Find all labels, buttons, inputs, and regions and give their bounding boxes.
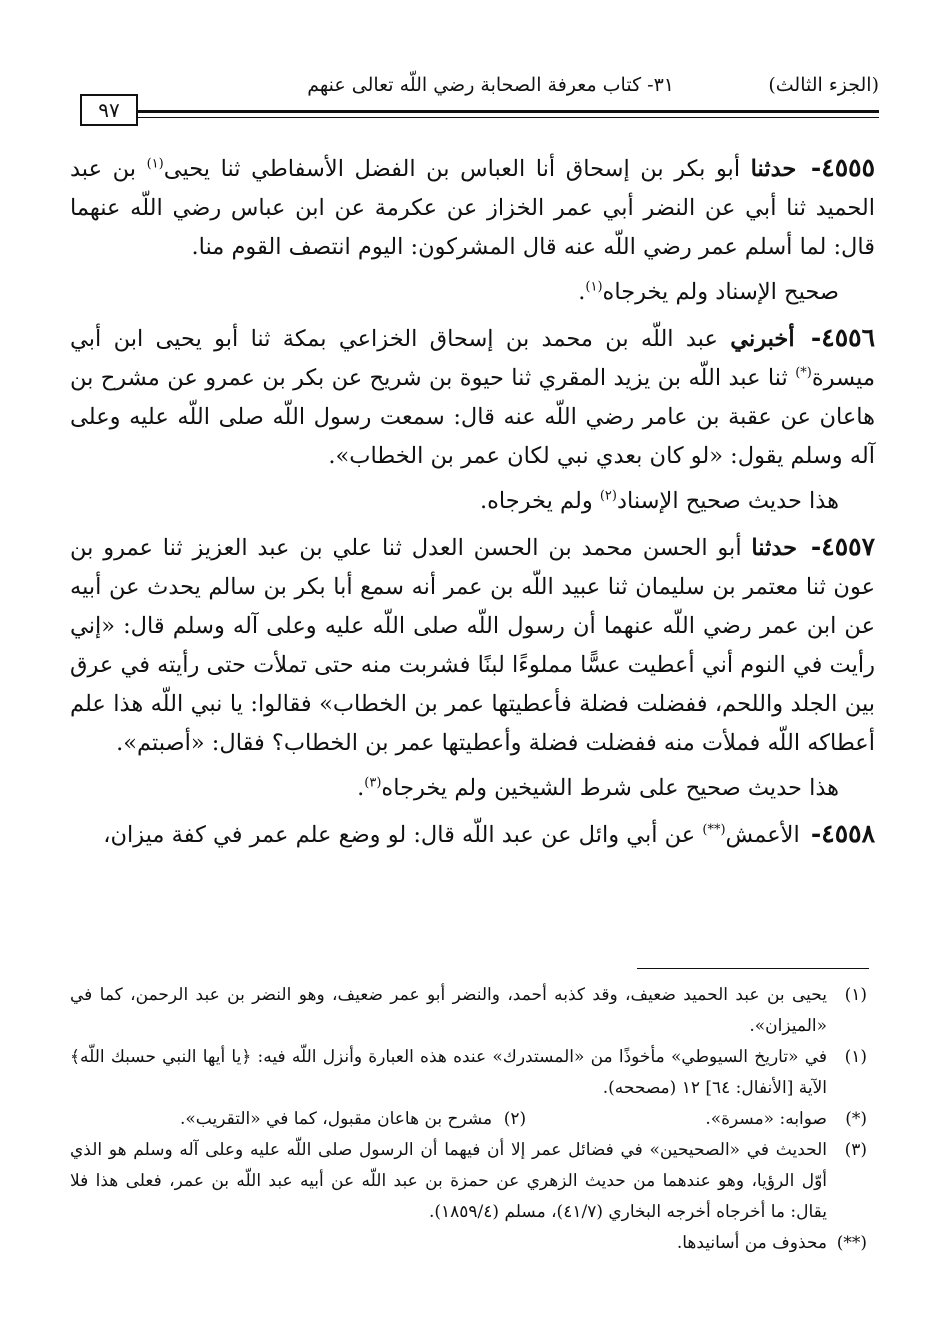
footnote-double-star <box>70 1228 867 1259</box>
chapter-title: ٣١- كتاب معرفة الصحابة رضي اللّه تعالى عنهم <box>307 74 674 96</box>
footnote-text: صوابه: «مسرة». <box>705 1109 827 1129</box>
hadith-text: أبو الحسن محمد بن الحسن العدل ثنا علي بن عبد العزيز ثنا عمرو بن عون ثنا معتمر بن سليمان ثنا عبيد اللّه بن عمر أنه سمع أبا بكر بن سالم يحدث عن أبيه عن ابن عمر رضي اللّه عنهما أن رسول اللّه صلى اللّه عليه وعلى آله وسلم قال: «إني رأيت في النوم أني أعطيت عسًّا مملوءًا لبنًا فشربت منه حتى تملأت حتى رأيته في عرق بين الجلد واللحم، ففضلت فضلة فأعطيتها عمر بن الخطاب» فقالوا: يا نبي اللّه هذا علم أعطاكه اللّه فملأت منه ففضلت فضلة وأعطيتها عمر بن الخطاب؟ فقال: «أصبتم». <box>70 535 875 756</box>
footnote-mark: (٣) <box>844 1140 867 1160</box>
footnote-mark: (٢) <box>503 1109 527 1129</box>
grading-end: . <box>357 775 365 801</box>
footnote-ref: (*) <box>795 365 812 381</box>
hadith-text: أبو بكر بن إسحاق أنا العباس بن الفضل الأسفاطي ثنا يحيى <box>163 156 751 182</box>
hadith-4558 <box>70 814 875 855</box>
hadith-number: ٤٥٥٥- <box>810 153 876 182</box>
header-rule-thick <box>136 110 879 113</box>
grading-text: هذا حديث صحيح الإسناد <box>616 488 839 514</box>
hadith-keyword: حدثنا <box>750 156 797 182</box>
grading-end: . <box>578 279 586 305</box>
hadith-number: ٤٥٥٨- <box>810 819 875 848</box>
hadith-4557 <box>70 527 875 763</box>
hadith-text: عبد اللّه بن محمد بن إسحاق الخزاعي بمكة ثنا أبو يحيى ابن أبي ميسرة <box>70 326 875 391</box>
footnote-mark: (**) <box>836 1233 867 1253</box>
running-header <box>72 70 879 130</box>
footnote-row-star-2 <box>70 1104 867 1135</box>
footnote-ref: (**) <box>702 822 726 838</box>
hadith-text-rest: ثنا عبد اللّه بن يزيد المقري ثنا حيوة بن شريح عن بكر بن عمرو عن مشرح بن هاعان عن عقبة بن عامر رضي اللّه عنه قال: سمعت رسول اللّه صلى اللّه عليه وعلى آله وسلم يقول: «لو كان بعدي نبي لكان عمر بن الخطاب». <box>70 365 875 469</box>
footnote-ref: (٣) <box>364 775 382 791</box>
footnote-3 <box>70 1135 867 1228</box>
hadith-text: الأعمش <box>725 822 807 848</box>
footnote-mark: (١) <box>844 985 867 1005</box>
grading-text: هذا حديث صحيح على شرط الشيخين ولم يخرجاه <box>381 775 839 801</box>
hadith-keyword: أخبرني <box>730 326 795 352</box>
hadith-4556 <box>70 318 875 476</box>
main-text <box>70 148 875 855</box>
footnote-ref: (١) <box>585 279 603 295</box>
hadith-number: ٤٥٥٦- <box>810 323 875 352</box>
grading-4556 <box>70 482 875 521</box>
footnote-text: الحديث في «الصحيحين» في فضائل عمر إلا أن فيهما أن الرسول صلى اللّه عليه وعلى آله وسلم هو الذي أوّل الرؤيا، وهو عندهما من حديث الزهري عن حمزة بن عبد اللّه عن أبيه عبد اللّه بن عمر، فعلى هذا فلا يقال: ما أخرجاه أخرجه البخاري (٤١/٧)، مسلم (١٨٥٩/٤). <box>70 1140 827 1222</box>
hadith-keyword: حدثنا <box>751 535 798 561</box>
hadith-text-rest: عن أبي وائل عن عبد اللّه قال: لو وضع علم عمر في كفة ميزان، <box>103 822 703 848</box>
hadith-text-rest: بن عبد الحميد ثنا أبي عن النضر أبي عمر الخزاز عن عكرمة عن ابن عباس رضي اللّه عنهما قال: لما أسلم عمر رضي اللّه عنه قال المشركون: اليوم انتصف القوم منا. <box>70 156 875 260</box>
footnote-1b <box>70 1042 867 1104</box>
header-rule-thin <box>136 117 879 118</box>
grading-4557 <box>70 769 875 808</box>
footnotes <box>70 980 867 1259</box>
footnote-separator <box>637 968 869 969</box>
footnote-1 <box>70 980 867 1042</box>
page-number: ٩٧ <box>80 94 138 126</box>
footnote-text: مشرح بن هاعان مقبول، كما في «التقريب». <box>180 1109 493 1129</box>
footnote-2 <box>180 1104 526 1135</box>
footnote-ref: (١) <box>146 156 164 172</box>
hadith-4555 <box>70 148 875 267</box>
grading-end: ولم يخرجاه. <box>479 488 600 514</box>
footnote-mark: (١) <box>844 1047 867 1067</box>
grading-text: صحيح الإسناد ولم يخرجاه <box>602 279 839 305</box>
footnote-text: يحيى بن عبد الحميد ضعيف، وقد كذبه أحمد، والنضر أبو عمر ضعيف، وهو النضر بن عبد الرحمن، كما في «الميزان». <box>70 985 827 1036</box>
volume-label: (الجزء الثالث) <box>768 74 879 96</box>
footnote-text: في «تاريخ السيوطي» مأخوذًا من «المستدرك» عنده هذه العبارة وأنزل اللّه فيه: ﴿يا أيها النبي حسبك اللّه﴾ الآية [الأنفال: ٦٤] ١٢ (مصححه). <box>70 1047 827 1098</box>
footnote-ref: (٢) <box>599 488 617 504</box>
hadith-number: ٤٥٥٧- <box>810 532 876 561</box>
footnote-text: محذوف من أسانيدها. <box>676 1233 827 1253</box>
grading-4555 <box>70 273 875 312</box>
footnote-mark: (*) <box>845 1109 867 1129</box>
